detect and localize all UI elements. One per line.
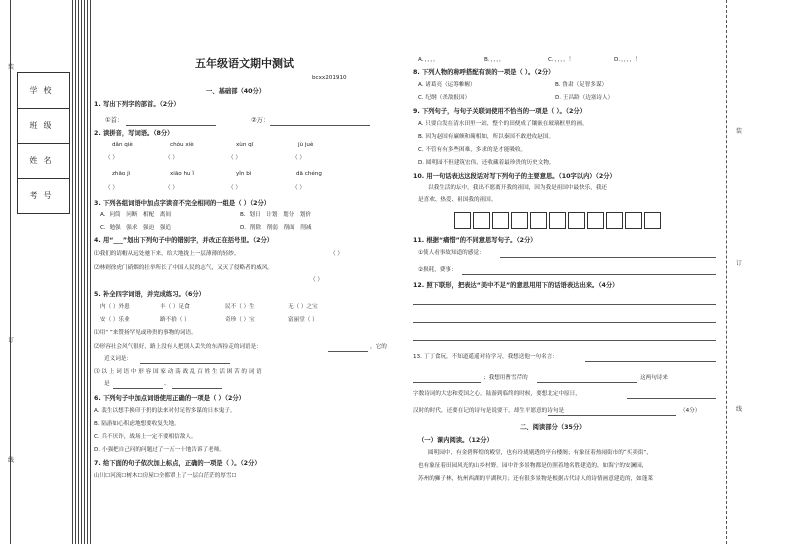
q7-title: 7. 给下面的句子依次加上标点，正确的一项是（ ）。（2分） <box>94 460 261 467</box>
answer-grid-cell[interactable] <box>454 212 471 229</box>
answer-grid-cell[interactable] <box>511 212 528 229</box>
part1-heading: 一、基础部（40分） <box>206 88 266 95</box>
q9-title: 9. 下列句子，与句子关联词使用不恰当的一项是（ ）。（2分） <box>413 108 586 115</box>
answer-grid-cell[interactable] <box>625 212 642 229</box>
class-label: 班级 <box>29 121 58 130</box>
option-b[interactable]: B. 因为赵国有廉颇和蔺相如，所以秦国不敢进攻赵国。 <box>418 134 555 140</box>
passage-line: 苏州的狮子林，杭州西湖的平湖秋月；还有很多景物是根据古代诗人的诗情画意建造的，如蓬莱 <box>418 476 653 482</box>
answer-paren[interactable]: （ ） <box>105 155 118 161</box>
binding-mark: 线 <box>736 406 743 413</box>
q10-passage: 以我生活的坛中，我出不愿离开我的祖国，因为我是祖国中最快乐，我还 <box>428 185 608 191</box>
option-b[interactable]: B．划日 计划 划分 划价 <box>240 212 311 218</box>
binding-line <box>84 0 85 544</box>
option-d[interactable]: D. 圆明园不但建筑宏伟，还收藏着最珍贵的历史文物。 <box>418 160 555 166</box>
q7-sentence: 山川☐河流☐树木☐房屋☐全都罩上了一层白茫茫的厚雪☐ <box>94 473 237 479</box>
q5-sub1: ⑴用“ ”来赞扬罕见或珍贵的事物的词语。 <box>94 330 197 336</box>
pinyin: yǐn bì <box>236 171 252 177</box>
q5-title: 5. 补全四字词语，并完成练习。（6分） <box>94 291 205 298</box>
q4-sentence: ⑴我们的请帽从远处驰下来，给大地拢上一层薄薄的轻纱。 <box>94 251 240 257</box>
idiom: 奇珍（ ）宝 <box>225 317 255 323</box>
passage-line: 也有象征着田园风光的山乡村野。园中许多景物都是仿照着地名胜建造的，如海宁的安澜园， <box>418 463 648 469</box>
idiom: 富丽堂（ ） <box>288 317 318 323</box>
q10-passage: 是喜欢、热爱、祖国我的祖国。 <box>418 197 497 203</box>
exam-code: bcxx201910 <box>312 75 347 81</box>
part2-sub: （一）课内阅读。（12分） <box>418 437 493 444</box>
name-label: 姓名 <box>29 156 58 165</box>
binding-line <box>90 0 91 544</box>
option-b[interactable]: B. 陆游如心积虑地想要收复失地。 <box>94 421 180 427</box>
answer-paren[interactable]: （ ） <box>292 185 305 191</box>
q13-points: （4分） <box>680 408 701 414</box>
idiom: 民不（ ）生 <box>225 304 255 310</box>
answer-paren[interactable]: （ ） <box>228 185 241 191</box>
answer-paren[interactable]: （ ） <box>165 185 178 191</box>
binding-line <box>81 0 82 544</box>
answer-paren[interactable]: （ ） <box>105 185 118 191</box>
binding-mark: 装 <box>8 64 15 71</box>
q5-sub2-tail: ，它的 <box>370 344 387 350</box>
option-b[interactable]: B．，，，， <box>484 57 505 63</box>
option-d[interactable]: D. 小强把自己问的问题过了一五一十地告诉了老师。 <box>94 447 225 453</box>
q5-sub3: ⑶ 以 上 词 语 中 形 容 国 家 动 荡 战 乱 百 姓 生 活 困 苦 的 词 语 <box>94 369 262 375</box>
option-c[interactable]: C．，，，，！ <box>548 57 575 63</box>
answer-grid-cell[interactable] <box>644 212 661 229</box>
pinyin: jù juè <box>298 142 314 148</box>
binding-mark: 订 <box>8 337 15 344</box>
option-c[interactable]: C. 纪纲（杀敌报国） <box>418 95 471 101</box>
answer-grid-cell[interactable] <box>549 212 566 229</box>
q13-line4: 汉时的时代，还要在记的诗句是说要干，却生平愿意的诗句是 <box>413 408 565 414</box>
q8-title: 8. 下列人物的称呼搭配有误的一项是（ ）。（2分） <box>413 69 555 76</box>
answer-grid-cell[interactable] <box>568 212 585 229</box>
answer-paren[interactable]: （ ） <box>330 251 343 257</box>
q2-title: 2. 读拼音，写词语。（8分） <box>94 130 174 137</box>
pinyin: xùn qī <box>236 142 254 148</box>
q11-a: ①使人看事故知道的感觉： <box>418 250 485 256</box>
pinyin: zhāo jì <box>112 171 131 177</box>
q4-sentence: ⑵林则徐虎门硝烟的壮举所长了中国人民的志气，又灭了侵略者的威风。 <box>94 265 274 271</box>
pinyin: xiāo hu ǐ <box>170 171 194 177</box>
q10-title: 10. 用一句话表达这段话对写下列句子的主要意思。（10字以内）（2分） <box>413 173 616 180</box>
pinyin: chóu xiè <box>170 142 194 148</box>
binding-line <box>75 0 76 544</box>
option-a[interactable]: A．，，，。 <box>418 57 439 63</box>
school-label: 学校 <box>29 86 58 95</box>
option-b[interactable]: B. 鲁肃（足智多谋） <box>555 82 608 88</box>
idiom: 无（ ）之宝 <box>288 304 318 310</box>
q5-sub2-near: 近义词是： <box>104 356 132 362</box>
binding-mark: 装 <box>736 128 743 135</box>
answer-paren[interactable]: （ ） <box>292 155 305 161</box>
option-c[interactable]: C．勉强 强求 强迫 强追 <box>100 225 172 231</box>
right-cut-line <box>726 0 727 544</box>
idiom: 路不拾（ ） <box>160 317 190 323</box>
q1-b: ②万： <box>251 117 270 124</box>
q5-sub3-is: 是 <box>104 381 110 387</box>
answer-grid-cell[interactable] <box>492 212 509 229</box>
part2-heading: 二、阅读部分（35分） <box>520 424 586 431</box>
q12-title: 12. 照下联形，把表达“美中不足”的意思用用下的话语表达出来。（4分） <box>413 282 619 289</box>
passage-line: 圆明园中，有金碧辉煌的殿堂，也有玲珑剔透的亭台楼阁；有象征着热闹街市的“买卖街”， <box>428 450 652 456</box>
q11-b: ②损耗，费事： <box>418 267 457 273</box>
idiom: 安（ ）乐业 <box>100 317 130 323</box>
binding-line <box>72 0 73 544</box>
option-d[interactable]: D. 王昌龄（边塞诗人） <box>555 95 614 101</box>
answer-grid-cell[interactable] <box>606 212 623 229</box>
answer-grid-cell[interactable] <box>587 212 604 229</box>
option-a[interactable]: A. 只要白发在清水田里一站，整个的田便成了镶嵌在玻璃框里的画。 <box>418 121 588 127</box>
option-d[interactable]: D．削除 削弱 削面 削减 <box>240 225 312 231</box>
q13-line2-tail: 这两句诗来 <box>640 375 668 381</box>
binding-line <box>87 0 88 544</box>
q13-line1: 13. 丁丁食玩，不知道遥遥对待学习，我想送他一句名言： <box>413 354 558 360</box>
idiom: 丰（ ）足食 <box>160 304 190 310</box>
q4-title: 4. 用“___”划出下列句子中的错别字，并改正在括号里。（2分） <box>94 237 274 244</box>
q1-title: 1. 写出下列字的部首。（2分） <box>94 101 180 108</box>
page-title: 五年级语文期中测试 <box>195 57 294 70</box>
q13-line2: ；我想用曹雪芹的 <box>483 375 528 381</box>
q5-sub3-sep: 、 <box>164 381 170 387</box>
q6-title: 6. 下列句子中加点词语使用正确的一项是（ ）（2分） <box>94 395 245 402</box>
answer-paren[interactable]: （ ） <box>228 155 241 161</box>
binding-mark: 线 <box>8 457 15 464</box>
binding-line <box>78 0 79 544</box>
q11-title: 11. 根据“痛惜”的不同意思写句子。（2分） <box>413 237 537 244</box>
option-d[interactable]: D．，，，，！ <box>614 57 641 63</box>
idiom: 内（ ）外患 <box>100 304 130 310</box>
pinyin: dǎn qiè <box>112 142 133 148</box>
option-a[interactable]: A．问筒 问断 相配 离间 <box>100 212 171 218</box>
option-a[interactable]: A. 裴生以想手换印于扔的法来对付足智多谋的日本鬼子。 <box>94 408 236 414</box>
exam-number-label: 考号 <box>29 191 58 200</box>
q13-line3: 字数诗词的大忠和爱国之心，陆游到临终的时候，要想北定中原日， <box>413 391 581 397</box>
q3-title: 3. 下列各组词语中加点字读音不完全相同的一组是（ ）（2分） <box>94 200 271 207</box>
answer-paren[interactable]: （ ） <box>310 277 323 283</box>
q5-sub2: ⑵形容社会风气很好，路上没有人把别人丢失的东西捡走的词语是： <box>94 344 262 350</box>
pinyin: dā chéng <box>296 171 322 177</box>
option-c[interactable]: C. 不管有有多些困难，多求的是才能吸收。 <box>418 147 527 153</box>
option-c[interactable]: C. 兵不厌诈，战场上一定不要相信敌人。 <box>94 434 197 440</box>
option-a[interactable]: A. 诸葛亮（运筹帷幄） <box>418 82 476 88</box>
student-info-box <box>17 72 70 214</box>
answer-grid-cell[interactable] <box>473 212 490 229</box>
answer-grid-cell[interactable] <box>530 212 547 229</box>
binding-mark: 订 <box>736 260 743 267</box>
q1-a: ①首： <box>105 117 124 124</box>
answer-paren[interactable]: （ ） <box>165 155 178 161</box>
